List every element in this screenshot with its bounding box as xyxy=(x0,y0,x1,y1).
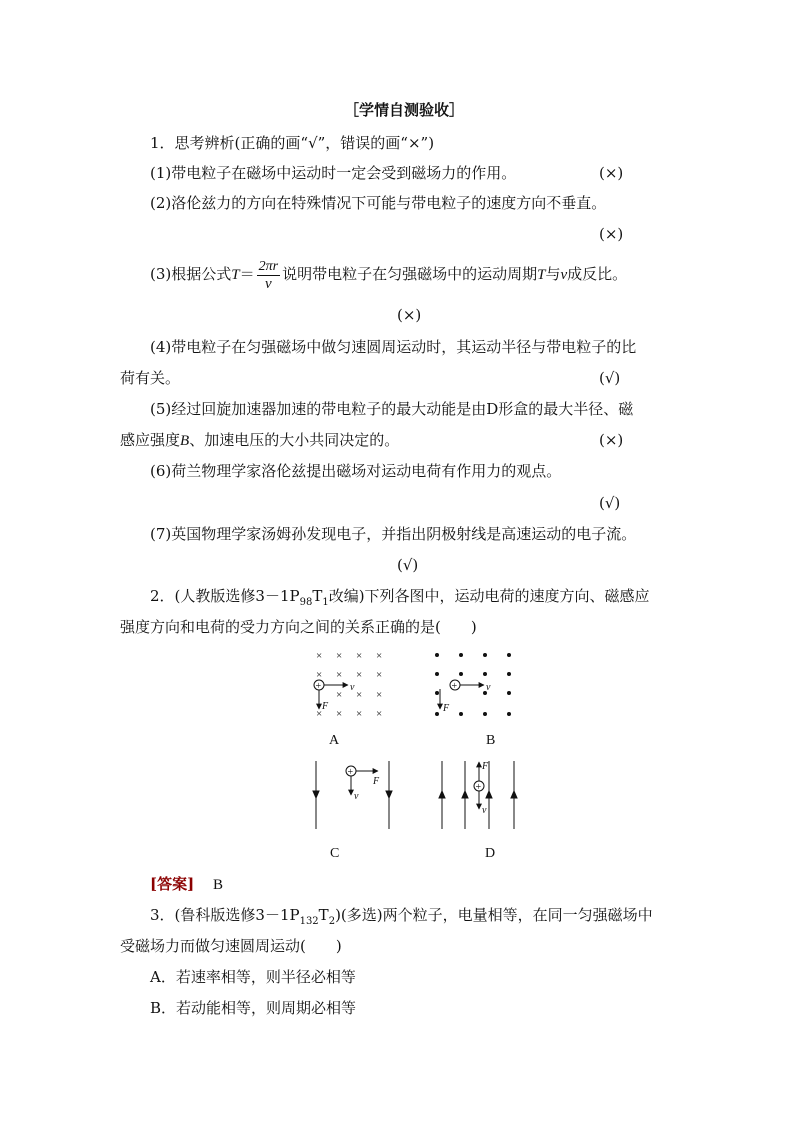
figure-c-label: C xyxy=(330,846,340,861)
q2-answer xyxy=(150,874,223,895)
velocity-label: v xyxy=(486,682,491,693)
plus-sign: + xyxy=(451,681,458,692)
cross-mark: × xyxy=(336,708,343,720)
formula-eq: ＝ xyxy=(239,265,255,283)
q3-line1b: T xyxy=(318,906,329,924)
q3-option-a: A．若速率相等，则半径必相等 xyxy=(150,968,356,986)
dot-mark xyxy=(459,653,463,657)
q1-stem: 1．思考辨析(正确的画“√”，错误的画“×”) xyxy=(150,134,435,152)
q1-item-3-post2: 与 xyxy=(545,265,561,283)
dot-mark xyxy=(507,672,511,676)
q1-item-3-mark: (×) xyxy=(397,306,422,324)
cross-mark: × xyxy=(356,708,363,720)
force-label: F xyxy=(322,701,329,712)
q1-item-4-line2: 荷有关。 xyxy=(120,369,181,387)
force-label: F xyxy=(443,703,450,714)
cross-mark: × xyxy=(376,689,383,701)
velocity-label: v xyxy=(350,682,355,693)
q2-line1 xyxy=(150,586,650,613)
field-arrowhead xyxy=(486,791,492,798)
symbol-v: v xyxy=(560,267,568,283)
dot-mark xyxy=(435,691,439,695)
dot-mark xyxy=(483,653,487,657)
cross-mark: × xyxy=(316,708,323,720)
q1-item-6: (6)荷兰物理学家洛伦兹提出磁场对运动电荷有作用力的观点。 xyxy=(150,462,562,480)
cross-mark: × xyxy=(356,669,363,681)
q3-line2: 受磁场力而做匀速圆周运动( ) xyxy=(120,937,342,955)
q1-item-5-line2b: 、加速电压的大小共同决定的。 xyxy=(189,431,400,449)
field-arrowhead xyxy=(386,791,392,798)
dot-mark xyxy=(459,712,463,716)
q2-line2: 强度方向和电荷的受力方向之间的关系正确的是( ) xyxy=(120,618,477,636)
answer-value: B xyxy=(212,877,223,893)
q3-line1 xyxy=(150,905,653,932)
q2-line1c: 改编)下列各图中，运动电荷的速度方向、磁感应 xyxy=(328,587,650,605)
cross-mark: × xyxy=(336,669,343,681)
answer-label: [答案] xyxy=(150,875,195,893)
q1-item-3-post3: 成反比。 xyxy=(567,265,628,283)
force-label: F xyxy=(373,776,380,787)
velocity-label: v xyxy=(482,805,487,816)
dot-mark xyxy=(435,712,439,716)
section-heading: ［学情自测验收］ xyxy=(344,101,465,119)
q1-item-3-post1: 说明带电粒子在匀强磁场中的运动周期 xyxy=(282,265,538,283)
dot-mark xyxy=(483,712,487,716)
plus-sign: + xyxy=(347,767,354,778)
field-arrowhead xyxy=(313,791,319,798)
q2-line1a: 2．(人教版选修3－1P xyxy=(150,587,300,605)
dot-mark xyxy=(435,672,439,676)
formula-fraction xyxy=(257,259,280,292)
q3-option-b: B．若动能相等，则周期必相等 xyxy=(150,999,357,1017)
q1-item-7-mark: (√) xyxy=(397,556,419,574)
figure-a xyxy=(314,650,382,720)
cross-mark: × xyxy=(316,669,323,681)
q2-sub1: 98 xyxy=(299,597,313,608)
q1-item-7: (7)英国物理学家汤姆孙发现电子，并指出阴极射线是高速运动的电子流。 xyxy=(150,525,637,543)
dot-mark xyxy=(507,653,511,657)
figure-b xyxy=(435,653,511,716)
q1-item-1: (1)带电粒子在磁场中运动时一定会受到磁场力的作用。 xyxy=(150,164,517,182)
dot-mark xyxy=(459,672,463,676)
figure-c xyxy=(313,761,392,829)
figure-b-label: B xyxy=(486,733,496,748)
cross-mark: × xyxy=(356,689,363,701)
cross-mark: × xyxy=(356,650,363,662)
force-label: F xyxy=(482,761,489,772)
q2-sub2: 1 xyxy=(322,597,329,608)
cross-mark: × xyxy=(316,650,323,662)
dot-mark xyxy=(507,712,511,716)
velocity-label: v xyxy=(354,791,359,802)
q1-item-4-mark: (√) xyxy=(599,369,621,387)
q3-line1c: )(多选)两个粒子，电量相等，在同一匀强磁场中 xyxy=(335,906,653,924)
dot-mark xyxy=(435,653,439,657)
q1-item-6-mark: (√) xyxy=(599,494,621,512)
field-arrowhead xyxy=(511,791,517,798)
q1-item-3 xyxy=(150,254,627,295)
q1-item-4-line1: (4)带电粒子在匀强磁场中做匀速圆周运动时，其运动半径与带电粒子的比 xyxy=(150,338,637,356)
figure-d xyxy=(439,761,517,829)
formula-T: T xyxy=(231,267,240,283)
q1-item-5-mark: (×) xyxy=(599,431,624,449)
q1-item-5-line1: (5)经过回旋加速器加速的带电粒子的最大动能是由D形盒的最大半径、磁 xyxy=(150,400,634,418)
field-arrowhead xyxy=(462,791,468,798)
dot-mark xyxy=(483,672,487,676)
q3-line1a: 3．(鲁科版选修3－1P xyxy=(150,906,300,924)
q1-item-5-line2 xyxy=(120,430,399,451)
symbol-T: T xyxy=(537,267,546,283)
fraction-denominator: v xyxy=(265,275,272,292)
fraction-numerator: 2πr xyxy=(258,258,279,274)
plus-sign: + xyxy=(315,681,322,692)
figure-d-label: D xyxy=(485,846,496,861)
q3-sub2: 2 xyxy=(328,916,336,927)
q2-figures xyxy=(0,645,794,875)
plus-sign: + xyxy=(475,782,482,793)
cross-mark: × xyxy=(376,669,383,681)
cross-mark: × xyxy=(376,708,383,720)
figure-a-label: A xyxy=(329,733,340,748)
cross-mark: × xyxy=(336,689,343,701)
dot-mark xyxy=(507,691,511,695)
q1-item-1-mark: (×) xyxy=(599,164,624,182)
q1-item-2: (2)洛伦兹力的方向在特殊情况下可能与带电粒子的速度方向不垂直。 xyxy=(150,194,607,212)
q3-sub1: 132 xyxy=(299,916,319,927)
q1-item-3-pre: (3)根据公式 xyxy=(150,265,232,283)
q1-item-2-mark: (×) xyxy=(599,225,624,243)
field-arrowhead xyxy=(439,791,445,798)
symbol-B: B xyxy=(180,433,190,449)
cross-mark: × xyxy=(336,650,343,662)
q2-line1b: T xyxy=(312,587,323,605)
q1-item-5-line2a: 感应强度 xyxy=(120,431,181,449)
cross-mark: × xyxy=(376,650,383,662)
